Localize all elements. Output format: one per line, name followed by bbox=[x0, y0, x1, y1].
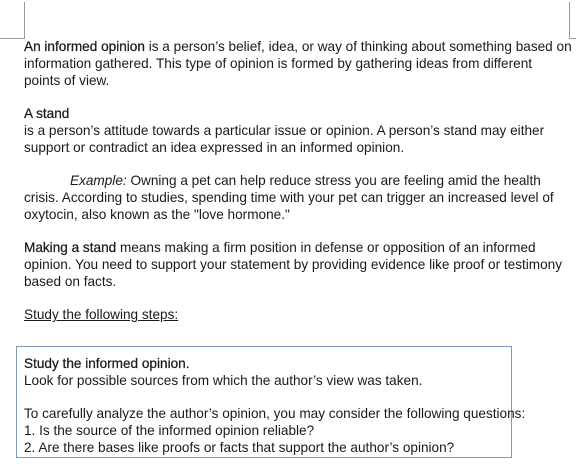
definition-informed-opinion: is a person’s belief, idea, or way of thinking about something based on information gathered. This type of opinion is formed by gathering ideas from different points of view. bbox=[24, 39, 572, 88]
definition-making-a-stand: means making a firm position in defense or opposition of an informed opinion. You need to support your statement by providing evidence like proof or testimony based on facts. bbox=[24, 240, 563, 289]
questions-block bbox=[24, 406, 569, 456]
example-label: Example: bbox=[70, 173, 127, 188]
example-text: Owning a pet can help reduce stress you are feeling amid the health crisis. According to studies, spending time with your pet can trigger an increased level of oxytocin, also known as the "love hormone." bbox=[24, 173, 554, 222]
paragraph-stand bbox=[24, 106, 572, 156]
steps-heading-text: Study the following steps: bbox=[24, 307, 179, 322]
term-stand: A stand bbox=[24, 106, 70, 121]
step-title: Study the informed opinion. bbox=[24, 356, 190, 371]
step-description: Look for possible sources from which the author’s view was taken. bbox=[24, 372, 423, 388]
step-block bbox=[24, 356, 569, 390]
paragraph-example bbox=[24, 173, 572, 223]
definition-stand: is a person’s attitude towards a particular issue or opinion. A person’s stand may either support or contradict an idea expressed in an informed opinion. bbox=[24, 122, 545, 155]
paragraph-informed-opinion bbox=[24, 39, 572, 89]
paragraph-making-a-stand bbox=[24, 240, 572, 290]
question-2: 2. Are there bases like proofs or facts that support the author’s opinion? bbox=[24, 439, 455, 455]
term-informed-opinion: An informed opinion bbox=[24, 39, 145, 54]
page-corner-mark-top-right bbox=[569, 2, 576, 39]
question-1: 1. Is the source of the informed opinion reliable? bbox=[24, 422, 315, 438]
page-corner-mark-top-left bbox=[0, 2, 25, 39]
term-making-a-stand: Making a stand bbox=[24, 240, 117, 255]
steps-heading bbox=[24, 307, 572, 324]
questions-intro: To carefully analyze the author’s opinion, you may consider the following questions: bbox=[24, 406, 526, 421]
